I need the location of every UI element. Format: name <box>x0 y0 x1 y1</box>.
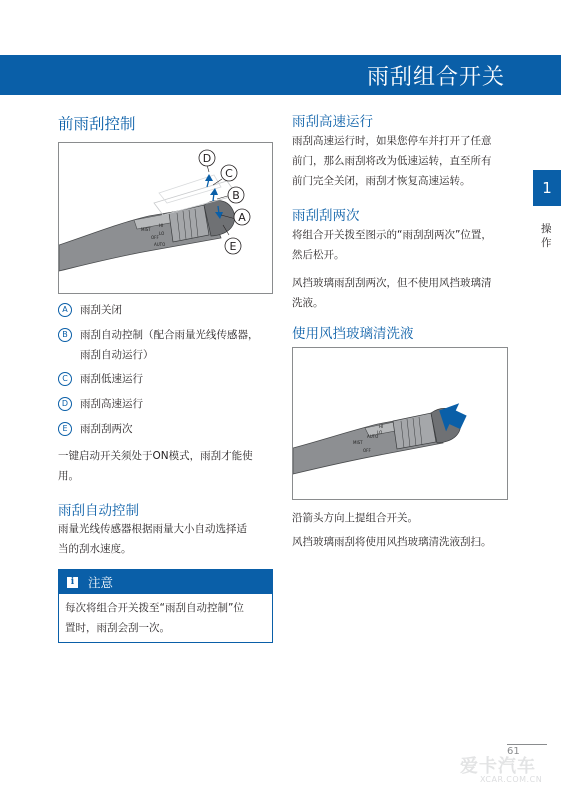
chapter-label-char2: 作 <box>541 237 552 249</box>
caution-line1: 每次将组合开关拨至“雨刮自动控制”位 <box>65 602 244 614</box>
legend-letter-c: C <box>58 372 72 386</box>
svg-text:MIST: MIST <box>353 440 363 445</box>
washer-line1: 沿箭头方向上提组合开关。 <box>292 512 418 524</box>
chapter-label-char1: 操 <box>541 223 552 235</box>
high-speed-line2: 前门，那么雨刮将改为低速运转，直至所有 <box>292 155 492 167</box>
svg-text:MIST: MIST <box>141 227 151 232</box>
info-icon: i <box>67 577 78 588</box>
legend-text-b-cont: 雨刮自动运行） <box>80 349 154 361</box>
wiper-lever-illustration <box>59 143 272 293</box>
svg-text:HI: HI <box>159 223 164 228</box>
callout-D: D <box>202 152 212 165</box>
ignition-note-line1: 一键启动开关须处于ON模式，雨刮才能使 <box>58 450 253 462</box>
chapter-label <box>541 222 553 250</box>
callout-A: A <box>238 211 246 224</box>
callout-B: B <box>232 189 240 202</box>
svg-text:OFF: OFF <box>151 235 159 240</box>
high-speed-line1: 雨刮高速运行时，如果您停车并打开了任意 <box>292 135 492 147</box>
header-white-strip <box>0 0 561 55</box>
auto-control-text <box>58 519 278 559</box>
auto-control-line2: 当的刮水速度。 <box>58 543 132 555</box>
front-wiper-heading: 前雨刮控制 <box>58 115 136 133</box>
caution-box <box>58 569 273 643</box>
wiper-lever-figure <box>58 142 273 294</box>
washer-lever-figure <box>292 347 508 500</box>
page-number-rule <box>507 744 547 745</box>
high-speed-heading: 雨刮高速运行 <box>292 114 373 130</box>
caution-header <box>59 570 272 594</box>
callout-C: C <box>225 167 233 180</box>
washer-text <box>292 508 522 552</box>
double-wipe-text <box>292 225 522 313</box>
svg-text:AUTO: AUTO <box>154 242 166 247</box>
auto-control-heading: 雨刮自动控制 <box>58 503 139 519</box>
svg-text:LO: LO <box>159 231 165 236</box>
double-wipe-line3: 风挡玻璃雨刮刮两次，但不使用风挡玻璃清 <box>292 277 492 289</box>
high-speed-text <box>292 131 522 191</box>
caution-body <box>59 594 272 642</box>
legend-item-a <box>58 300 122 320</box>
watermark-sub: XCAR.COM.CN <box>480 775 543 784</box>
legend-letter-a: A <box>58 303 72 317</box>
double-wipe-line4: 洗液。 <box>292 297 324 309</box>
legend-item-b <box>58 325 259 365</box>
legend-text-a: 雨刮关闭 <box>80 304 122 316</box>
legend-item-d <box>58 394 143 414</box>
legend-text-b: 雨刮自动控制（配合雨量光线传感器， <box>80 329 259 341</box>
callout-E: E <box>229 240 237 253</box>
legend-text-d: 雨刮高速运行 <box>80 398 143 410</box>
ignition-note <box>58 446 278 486</box>
high-speed-line3: 前门完全关闭，雨刮才恢复高速运转。 <box>292 175 471 187</box>
ignition-note-line2: 用。 <box>58 470 79 482</box>
legend-text-e: 雨刮刮两次 <box>80 423 133 435</box>
page-number: 61 <box>507 746 520 757</box>
double-wipe-line2: 然后松开。 <box>292 249 345 261</box>
double-wipe-line1: 将组合开关拨至图示的“雨刮刮两次”位置， <box>292 229 492 241</box>
washer-lever-illustration <box>293 348 507 499</box>
legend-item-e <box>58 419 133 439</box>
svg-text:HI: HI <box>379 424 384 429</box>
svg-text:OFF: OFF <box>363 448 371 453</box>
caution-line2: 置时，雨刮会刮一次。 <box>65 622 170 634</box>
auto-control-line1: 雨量光线传感器根据雨量大小自动选择适 <box>58 523 247 535</box>
caution-title: 注意 <box>88 575 114 590</box>
washer-heading: 使用风挡玻璃清洗液 <box>292 326 414 342</box>
legend-text-c: 雨刮低速运行 <box>80 373 143 385</box>
svg-text:AUTO: AUTO <box>367 434 379 439</box>
legend-letter-e: E <box>58 422 72 436</box>
washer-line2: 风挡玻璃雨刮将使用风挡玻璃清洗液刮扫。 <box>292 536 492 548</box>
watermark: 爱卡汽车 <box>460 756 536 777</box>
page-title: 雨刮组合开关 <box>366 65 505 90</box>
svg-text:LO: LO <box>377 430 383 435</box>
legend-letter-b: B <box>58 328 72 342</box>
legend-letter-d: D <box>58 397 72 411</box>
chapter-tab[interactable]: 1 <box>533 170 561 206</box>
double-wipe-heading: 雨刮刮两次 <box>292 208 360 224</box>
legend-item-c <box>58 369 143 389</box>
